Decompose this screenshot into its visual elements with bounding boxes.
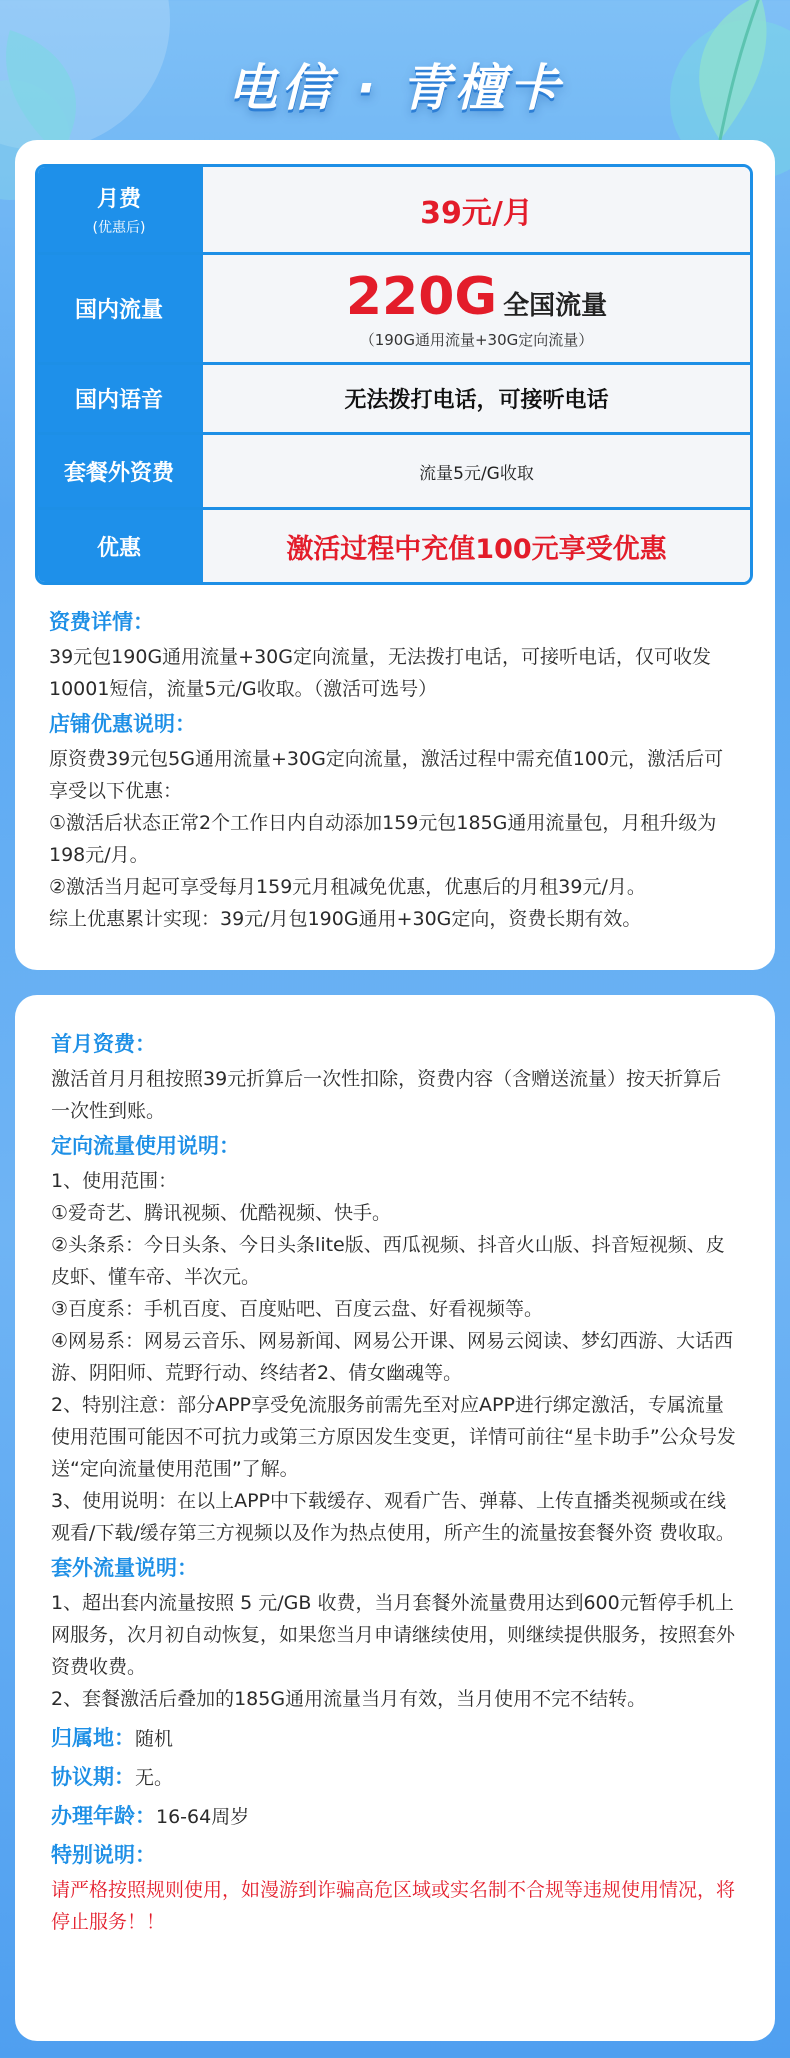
row-value (203, 510, 750, 582)
table-row (38, 365, 750, 435)
row-value (203, 365, 750, 435)
section-heading: 特别说明： (51, 1843, 156, 1867)
section-heading: 资费详情： (49, 610, 154, 634)
table-row (38, 255, 750, 365)
section-heading: 店铺优惠说明： (49, 712, 196, 736)
contract-line (51, 1758, 739, 1797)
age-value: 16-64周岁 (156, 1806, 250, 1828)
row-value (203, 435, 750, 510)
data-amount-unit: 全国流量 (503, 291, 608, 321)
paragraph: ①激活后状态正常2个工作日内自动添加159元包185G通用流量包，月租升级为198元/月。 (49, 812, 717, 866)
section-heading: 定向流量使用说明： (51, 1134, 240, 1158)
row-key: 套餐外资费 (38, 435, 203, 510)
section-heading: 套外流量说明： (51, 1556, 198, 1580)
page-title: 电信 · 青檀卡 (227, 59, 563, 117)
row-key-note: (优惠后) (92, 220, 146, 236)
paragraph: ②激活当月起可享受每月159元月租减免优惠，优惠后的月租39元/月。 (49, 876, 646, 898)
paragraph: ③百度系：手机百度、百度贴吧、百度云盘、好看视频等。 (51, 1298, 544, 1320)
row-value (203, 167, 750, 255)
extra-fee-value: 流量5元/G收取 (419, 463, 534, 484)
warning-text: 请严格按照规则使用，如漫游到诈骗高危区域或实名制不合规等违规使用情况，将停止服务！！ (51, 1879, 736, 1933)
paragraph: 综上优惠累计实现：39元/月包190G通用+30G定向，资费长期有效。 (49, 908, 642, 930)
age-label: 办理年龄： (51, 1804, 156, 1828)
data-amount: 220G (345, 267, 498, 327)
paragraph: ②头条系：今日头条、今日头条lite版、西瓜视频、抖音火山版、抖音短视频、皮皮虾、懂车帝、半次元。 (51, 1234, 725, 1288)
details-card (15, 995, 775, 2041)
paragraph: 1、使用范围： (51, 1170, 178, 1192)
data-breakdown: （190G通用流量+30G定向流量） (359, 331, 594, 349)
paragraph: 2、特别注意：部分APP享受免流服务前需先至对应APP进行绑定激活，专属流量使用范围可能因不可抗力或第三方原因发生变更，详情可前往“星卡助手”公众号发送“定向流量使用范围”了解。 (51, 1394, 736, 1480)
paragraph: 激活首月月租按照39元折算后一次性扣除，资费内容（含赠送流量）按天折算后一次性到账。 (51, 1068, 722, 1122)
home-line (51, 1719, 739, 1758)
row-value (203, 255, 750, 365)
row-key: 国内语音 (38, 365, 203, 435)
paragraph: 3、使用说明：在以上APP中下载缓存、观看广告、弹幕、上传直播类视频或在线观看/下载/缓存第三方视频以及作为热点使用，所产生的流量按套餐外资 费收取。 (51, 1490, 735, 1544)
plan-card (15, 140, 775, 970)
plan-table (35, 164, 753, 585)
paragraph: 1、超出套内流量按照 5 元/GB 收费，当月套餐外流量费用达到600元暂停手机上网服务，次月初自动恢复，如果您当月申请继续使用，则继续提供服务，按照套外资费收费。 (51, 1592, 736, 1678)
promo-value: 激活过程中充值100元享受优惠 (286, 533, 667, 565)
section-heading: 首月资费： (51, 1032, 156, 1056)
paragraph: ①爱奇艺、腾讯视频、优酷视频、快手。 (51, 1202, 392, 1224)
paragraph: ④网易系：网易云音乐、网易新闻、网易公开课、网易云阅读、梦幻西游、大话西游、阴阳师、荒野行动、终结者2、倩女幽魂等。 (51, 1330, 734, 1384)
home-value: 随机 (135, 1728, 174, 1750)
table-row (38, 435, 750, 510)
row-key: 国内流量 (38, 255, 203, 365)
home-label: 归属地： (51, 1726, 135, 1750)
contract-label: 协议期： (51, 1765, 135, 1789)
age-line (51, 1797, 739, 1836)
fee-details (35, 603, 755, 935)
contract-value: 无。 (135, 1767, 174, 1789)
voice-value: 无法拨打电话，可接听电话 (344, 388, 609, 413)
paragraph: 2、套餐激活后叠加的185G通用流量当月有效，当月使用不完不结转。 (51, 1688, 647, 1710)
row-key: 优惠 (38, 510, 203, 582)
monthly-price: 39元/月 (420, 195, 533, 231)
paragraph: 39元包190G通用流量+30G定向流量，无法拨打电话，可接听电话，仅可收发10001短信，流量5元/G收取。（激活可选号） (49, 646, 711, 700)
row-key: 月费 (优惠后) (38, 167, 203, 255)
table-row (38, 167, 750, 255)
table-row (38, 510, 750, 582)
paragraph: 原资费39元包5G通用流量+30G定向流量，激活过程中需充值100元，激活后可享受以下优惠： (49, 748, 724, 802)
